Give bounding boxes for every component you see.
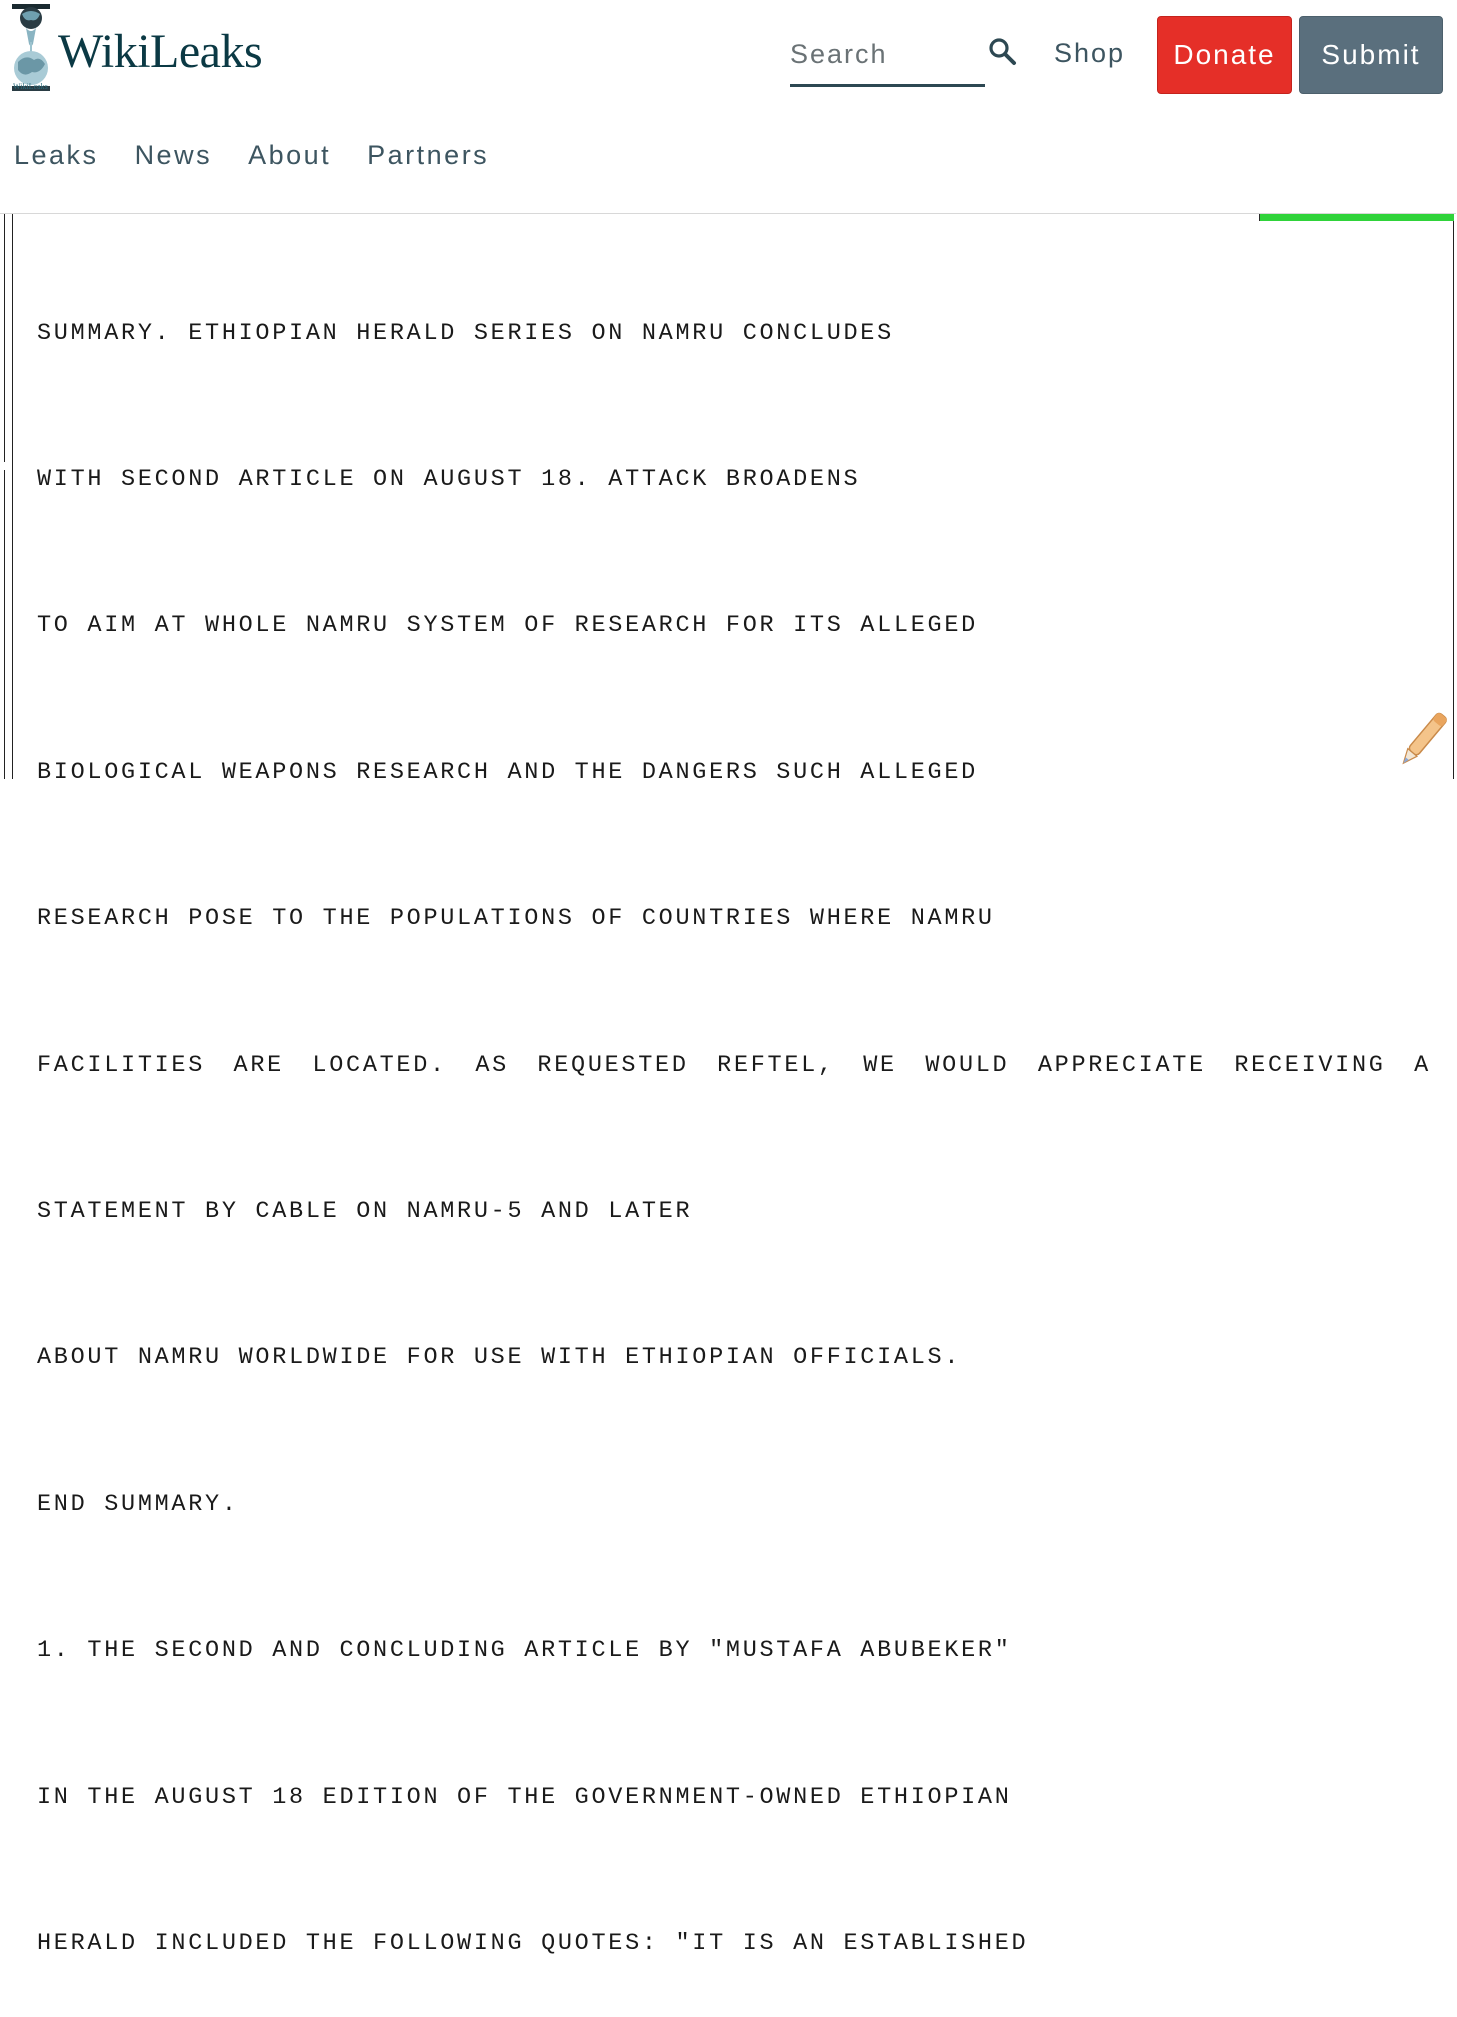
- cable-word: APPRECIATE: [1037, 1051, 1206, 1079]
- cable-text: [37, 212, 1437, 2017]
- cable-line: SUMMARY. ETHIOPIAN HERALD SERIES ON NAMRU CONCLUDES: [37, 319, 894, 347]
- cable-line: END SUMMARY.: [37, 1490, 239, 1518]
- brand-name: WikiLeaks: [58, 25, 263, 78]
- cable-line: 1. THE SECOND AND CONCLUDING ARTICLE BY "MUSTAFA ABUBEKER": [37, 1637, 1012, 1665]
- cable-word: ARE: [233, 1051, 284, 1079]
- cable-line: BIOLOGICAL WEAPONS RESEARCH AND THE DANGERS SUCH ALLEGED: [37, 758, 978, 786]
- frame-edge: [0, 214, 5, 462]
- cable-line-justified: [37, 1042, 1431, 1091]
- cable-line: WITH SECOND ARTICLE ON AUGUST 18. ATTACK BROADENS: [37, 465, 861, 493]
- search-input[interactable]: [790, 34, 970, 74]
- nav-item-news[interactable]: News: [134, 140, 213, 170]
- frame-right-border: [1453, 214, 1454, 779]
- cable-line: RESEARCH POSE TO THE POPULATIONS OF COUNTRIES WHERE NAMRU: [37, 905, 995, 933]
- cable-word: WOULD: [925, 1051, 1010, 1079]
- main-nav: [14, 140, 525, 171]
- nav-item-about[interactable]: About: [248, 140, 332, 170]
- cable-line: STATEMENT BY CABLE ON NAMRU-5 AND LATER: [37, 1197, 693, 1225]
- cable-word: LOCATED.: [312, 1051, 447, 1079]
- submit-button[interactable]: Submit: [1299, 16, 1443, 94]
- donate-button[interactable]: Donate: [1157, 16, 1292, 94]
- frame-edge: [0, 470, 5, 779]
- logo-caption: WikiLeaks: [13, 82, 48, 91]
- nav-item-partners[interactable]: Partners: [367, 140, 490, 170]
- wikileaks-logo[interactable]: [10, 4, 262, 92]
- hourglass-globe-icon: [10, 4, 52, 92]
- nav-item-leaks[interactable]: Leaks: [14, 140, 99, 170]
- cable-word: RECEIVING: [1234, 1051, 1386, 1079]
- cable-line: HERALD INCLUDED THE FOLLOWING QUOTES: "IT IS AN ESTABLISHED: [37, 1929, 1029, 1957]
- cable-line: TO AIM AT WHOLE NAMRU SYSTEM OF RESEARCH FOR ITS ALLEGED: [37, 612, 978, 640]
- cable-word: A: [1414, 1051, 1431, 1079]
- cable-word: REFTEL,: [717, 1051, 835, 1079]
- cable-word: AS: [475, 1051, 509, 1079]
- cable-word: WE: [863, 1051, 897, 1079]
- cable-word: FACILITIES: [37, 1051, 206, 1079]
- search-icon[interactable]: [987, 36, 1017, 66]
- site-header: [0, 0, 1456, 214]
- search-box: [790, 30, 985, 87]
- cable-word: REQUESTED: [537, 1051, 689, 1079]
- cable-line: IN THE AUGUST 18 EDITION OF THE GOVERNMENT-OWNED ETHIOPIAN: [37, 1783, 1012, 1811]
- pen-icon[interactable]: [1392, 706, 1452, 776]
- cable-line: ABOUT NAMRU WORLDWIDE FOR USE WITH ETHIOPIAN OFFICIALS.: [37, 1344, 962, 1372]
- shop-link[interactable]: Shop: [1054, 38, 1126, 68]
